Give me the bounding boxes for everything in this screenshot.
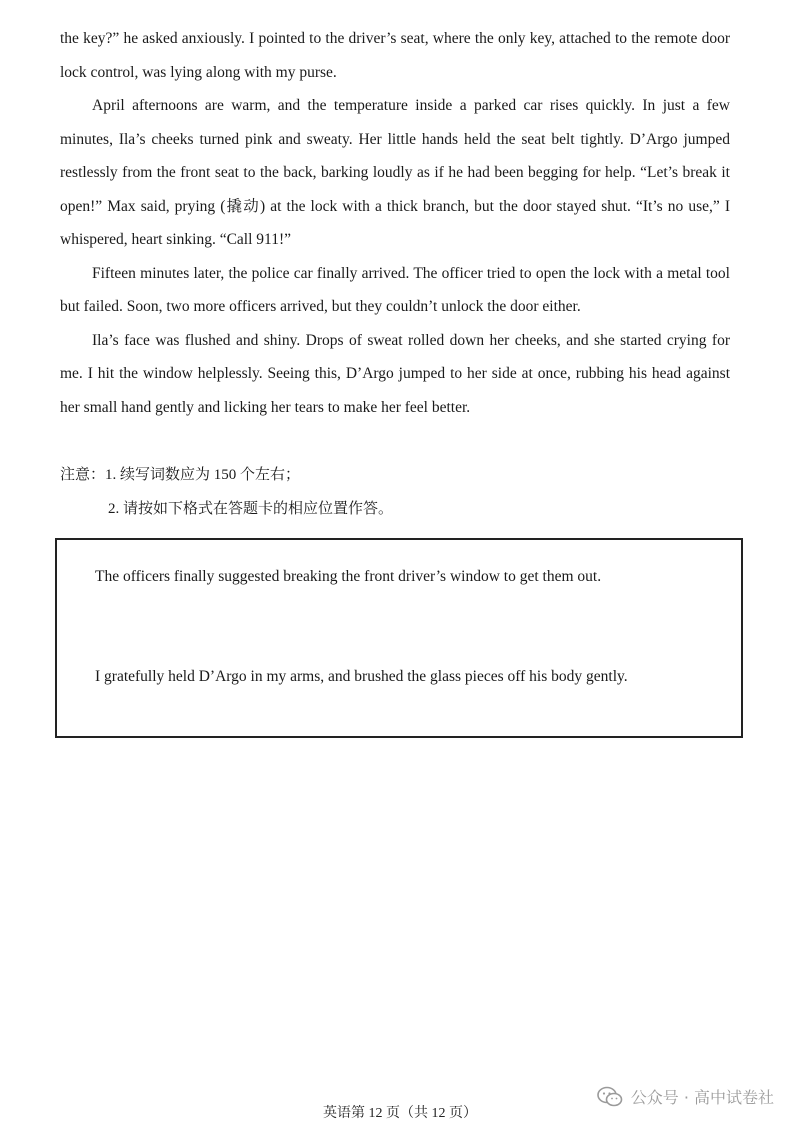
passage-paragraph-4: Ila’s face was flushed and shiny. Drops of sweat rolled down her cheeks, and she started crying for me. I hit the window helplessly. Seeing this, D’Argo jumped to her side at once, rubbing his head against her small hand gently and licking her tears to make her feel better. [60, 331, 730, 416]
passage-paragraph-3: Fifteen minutes later, the police car finally arrived. The officer tried to open the lock with a metal tool but failed. Soon, two more officers arrived, but they couldn’t unlock the door either. [60, 264, 730, 315]
page-footer: 英语第 12 页（共 12 页） [323, 1106, 477, 1121]
watermark-text: 公众号 · 高中试卷社 [630, 1088, 774, 1107]
instruction-word-count: 注意：1. 续写词数应为 150 个左右； [60, 467, 301, 483]
story-passage [60, 22, 730, 424]
instruction-format: 2. 请按如下格式在答题卡的相应位置作答。 [108, 501, 394, 517]
passage-paragraph-2: April afternoons are warm, and the temperature inside a parked car rises quickly. In just a few minutes, Ila’s cheeks turned pink and sweaty. Her little hands held the seat belt tightly. D’Argo jumped restlessly from the front seat to the back, barking loudly as if he had been begging for help. “Let’s break it open!” Max said, prying (撬动) at the lock with a thick branch, but the door stayed shut. “It’s no use,” I whispered, heart sinking. “Call 911!” [60, 97, 730, 248]
paragraph-2-opening-sentence: I gratefully held D’Argo in my arms, and brushed the glass pieces off his body gently. [95, 668, 628, 685]
answer-format-box [55, 538, 743, 738]
paragraph-1-opening-sentence: The officers finally suggested breaking the front driver’s window to get them out. [95, 568, 602, 585]
passage-paragraph-1: the key?” he asked anxiously. I pointed to the driver’s seat, where the only key, attached to the remote door lock control, was lying along with my purse. [60, 30, 730, 81]
writing-instructions [60, 458, 730, 526]
